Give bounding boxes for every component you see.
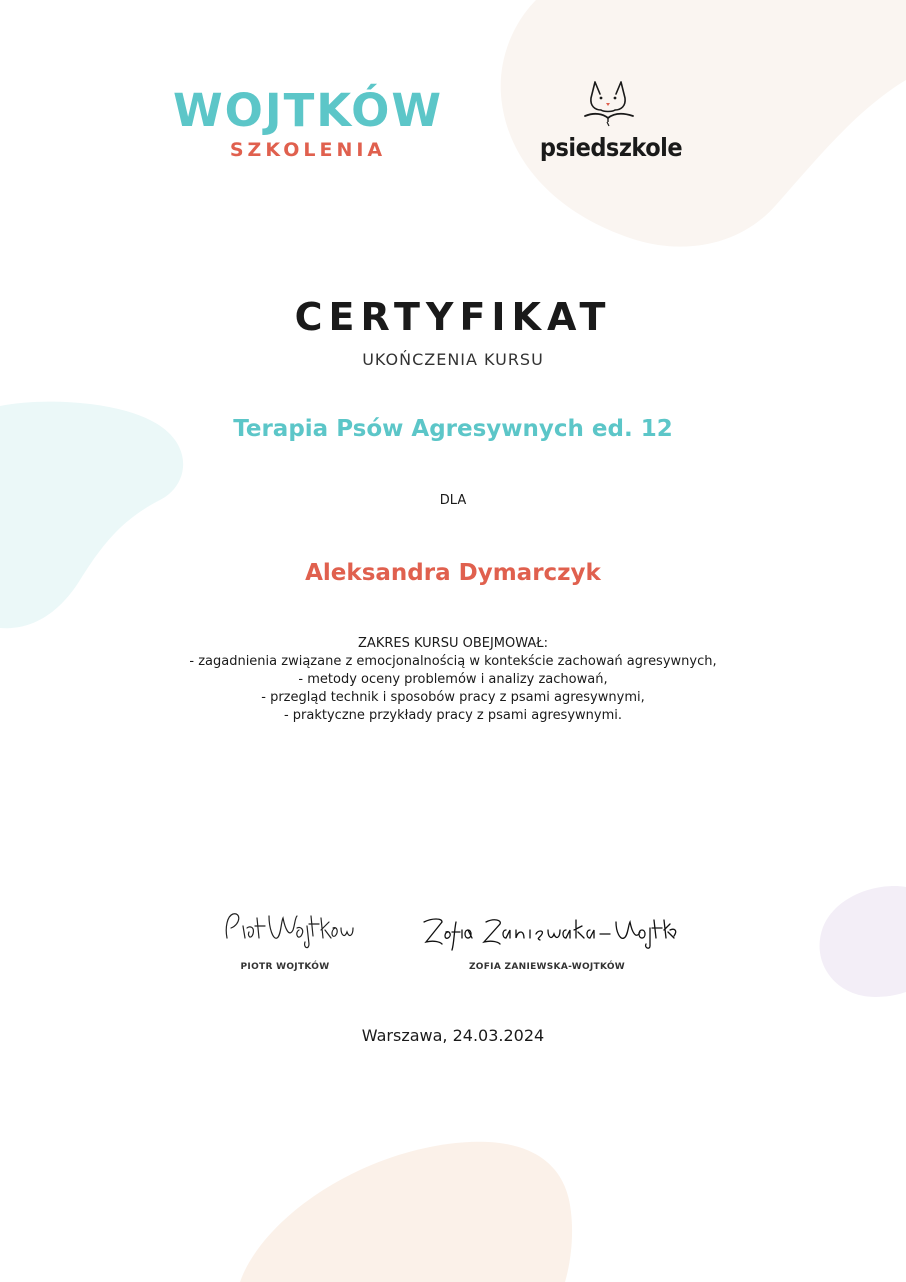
for-label: DLA bbox=[439, 493, 467, 508]
psiedszkole-logo bbox=[536, 76, 686, 162]
handwritten-signature bbox=[412, 908, 682, 952]
scope-item: - praktyczne przykłady pracy z psami agresywnymi. bbox=[283, 708, 623, 723]
signature-caption: PIOTR WOJTKÓW bbox=[240, 962, 330, 972]
scope-heading: ZAKRES KURSU OBEJMOWAŁ: bbox=[358, 636, 548, 651]
background-blob-bottom bbox=[230, 1135, 575, 1282]
dog-reading-icon bbox=[581, 76, 641, 134]
course-scope bbox=[0, 635, 906, 725]
background-blob-right bbox=[815, 882, 906, 1002]
scope-item: - zagadnienia związane z emocjonalnością w kontekście zachowań agresywnych, bbox=[189, 654, 717, 669]
signature-block-piotr bbox=[185, 908, 385, 972]
course-name: Terapia Psów Agresywnych ed. 12 bbox=[233, 416, 673, 442]
place-and-date: Warszawa, 24.03.2024 bbox=[361, 1026, 545, 1045]
certificate-title: CERTYFIKAT bbox=[294, 295, 612, 339]
logo-wojtkow-text: WOJTKÓW bbox=[172, 84, 444, 137]
scope-item: - przegląd technik i sposobów pracy z psami agresywnymi, bbox=[261, 690, 645, 705]
handwritten-signature bbox=[185, 908, 385, 952]
recipient-name: Aleksandra Dymarczyk bbox=[305, 560, 601, 586]
certificate-subtitle: UKOŃCZENIA KURSU bbox=[362, 350, 544, 369]
scope-item: - metody oceny problemów i analizy zachowań, bbox=[298, 672, 608, 687]
signature-caption: ZOFIA ZANIEWSKA-WOJTKÓW bbox=[468, 962, 626, 972]
logo-psiedszkole-text: psiedszkole bbox=[539, 133, 683, 162]
logo-szkolenia-text: SZKOLENIA bbox=[229, 139, 387, 161]
signature-block-zofia bbox=[412, 908, 682, 972]
wojtkow-szkolenia-logo bbox=[160, 86, 456, 162]
